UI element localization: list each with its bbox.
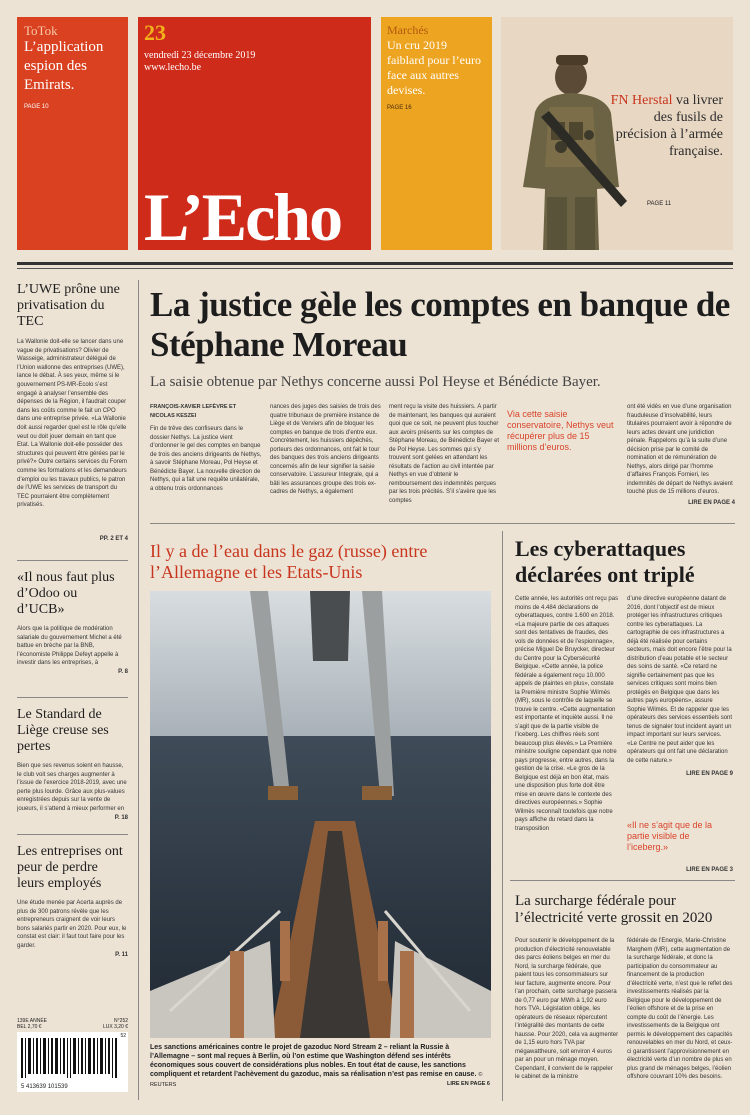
- teaser-fn-herstal-title-rest: va livrer des fusils de précision à l’armée française.: [615, 93, 723, 159]
- teaser-fn-herstal-title: [603, 92, 723, 160]
- issue-number: N°252: [114, 1018, 128, 1024]
- lead-byline: FRANÇOIS-XAVIER LEFÈVRE ET NICOLAS KESZEI: [150, 404, 237, 419]
- gas-caption: [150, 1043, 490, 1090]
- sidebar-divider: [17, 697, 128, 698]
- masthead-rule-thin: [17, 268, 733, 269]
- price-belgium: BEL 2,70 €: [17, 1024, 42, 1030]
- cyber-pull-quote: «Il ne s’agit que de la partie visible de l’iceberg.»: [627, 820, 713, 852]
- masthead-rule: [17, 262, 733, 265]
- cyber-see-page[interactable]: LIRE EN PAGE 9: [686, 771, 733, 777]
- teaser-marches-page: PAGE 16: [387, 105, 412, 111]
- section-divider: [150, 523, 735, 524]
- lead-deck: La saisie obtenue par Nethys concerne aussi Pol Heyse et Bénédicte Bayer.: [150, 374, 601, 390]
- column-divider: [138, 280, 139, 1100]
- column-divider: [502, 531, 503, 1101]
- year-label: 139E ANNÉE: [17, 1018, 48, 1024]
- sidebar-story-body: Bien que ses revenus soient en hausse, le club voit ses charges augmenter à l’issue de l’exercice 2018-2019, avec une perte plus lourde. Grâce aux plus-values enregistrées depuis sur la vente de joueurs, il s’attend à mieux performer en: [17, 763, 127, 812]
- sidebar-story-title: L’UWE prône une privatisation du TEC: [17, 282, 120, 329]
- barcode-number: 5 413639 101539: [21, 1084, 68, 1090]
- sidebar-story-page: P. 8: [118, 669, 128, 675]
- cyber-see-page-2[interactable]: LIRE EN PAGE 3: [686, 867, 733, 873]
- teaser-fn-herstal-page: PAGE 11: [647, 201, 672, 207]
- teaser-marches-kicker: Marchés: [387, 23, 429, 37]
- sidebar-story-page: P. 18: [114, 815, 128, 821]
- lead-col5-text: ont été vidés en vue d’une organisation frauduleuse d’insolvabilité, leurs titulaires pourraient avoir à répondre de leurs actes devant une juridiction pénale. Rappelons qu’à la suite d’une décision prise par le comité de nomination et de rémunération de Nethys, alors dirigé par l’homme d’affaires François Fornieri, les indemnités de départ de Nethys avaient touché plus de 15 millions d’euros.: [627, 404, 733, 495]
- date-text: vendredi 23 décembre 2019: [144, 50, 256, 61]
- lead-col3-text: ment reçu la visite des huissiers. À partir de maintenant, les banques qui auraient quoi que ce soit, ne peuvent plus toucher aux avoirs présents sur les comptes de Stéphane Moreau, de Bénédicte Bayer et de Pol Heyse. Les sommes qui s’y trouvent sont gelées en attendant les résultats de l’action au civil intentée par Nethys en vue d’obtenir le remboursement des indemnités perçues par les trois précités. S’il s’avère que les comptes: [389, 404, 500, 504]
- sidebar-divider: [17, 834, 128, 835]
- website-link[interactable]: www.lecho.be: [144, 62, 202, 73]
- lead-column-1: [150, 403, 262, 512]
- gas-caption-credit: © REUTERS: [150, 1072, 483, 1088]
- surcharge-col1-text: Pour soutenir le développement de la production d’électricité renouvelable des parcs éoliens belges en mer du Nord, la surcharge fédérale, que paient tous les consommateurs sur leur facture, augmente encore. Pour l’an prochain, cette surcharge passera de 0,77 euro par MWh à 1,92 euro hors TVA. Législation oblige, les opérateurs de réseaux répercutent l’intégralité des montants de cette hausse. Pour 2020, cela va augmenter de 1,15 euro hors TVA par mégawattheure, soit environ 4 euros par an pour un ménage moyen. Cependant, il convient de le rappeler le cabinet de la ministre: [515, 938, 619, 1080]
- barcode: [17, 1032, 128, 1092]
- teaser-totok-text: L’application espion des Emirats.: [24, 39, 104, 93]
- teaser-marches-text: Un cru 2019 faiblard pour l’euro face aux autres devises.: [387, 38, 481, 97]
- sidebar-story-page: PP. 2 ET 4: [99, 536, 128, 542]
- pipeline-ship-photo: [150, 591, 491, 1038]
- sidebar-story-uwe[interactable]: [17, 282, 128, 544]
- teaser-totok-kicker: ToTok: [24, 23, 58, 38]
- gas-headline[interactable]: Il y a de l’eau dans le gaz (russe) entre l’Allemagne et les Etats-Unis: [150, 541, 428, 582]
- sidebar-story-body: Alors que la politique de modération salariale du gouvernement Michel a été battue en brèche par la BNB, l’économiste Philippe Defeyt appelle à investir dans les entreprises, à: [17, 626, 122, 667]
- issue-suffix: 52: [120, 1033, 126, 1039]
- teaser-totok[interactable]: [17, 17, 128, 250]
- sidebar-story-entreprises[interactable]: [17, 844, 128, 960]
- sidebar-story-odoo[interactable]: [17, 570, 128, 677]
- teaser-fn-herstal[interactable]: [501, 17, 733, 250]
- cyber-col2-text: d’une directive européenne datant de 2016, dont l’objectif est de mieux protéger les infrastructures critiques contre les cyberattaques. La cartographie de ces infrastructures a déjà été réalisée pour certains secteurs, mais doit encore l’être pour la distribution d’eau potable et le secteur des soins de santé. «Ce retard ne signifie certainement pas que les services critiques sont moins bien protégés en Belgique que dans les autres pays européens», assure Sophie Wilmès. Et de rappeler que les opérateurs des services essentiels sont tenus de signaler tout incident ayant un impact important sur leurs services. «Le Centre ne peut aider que les opérateurs qui ont fait une déclaration de cette nature.»: [627, 596, 733, 764]
- lead-see-page[interactable]: LIRE EN PAGE 4: [688, 500, 735, 506]
- sidebar-story-title: «Il nous faut plus d’Odoo ou d’UCB»: [17, 570, 115, 617]
- sidebar-story-body: Une étude menée par Acerta auprès de plus de 300 patrons révèle que les entrepreneurs craignent de voir leurs bons salariés partir en 2020. Pour eux, le constat est clair: il faut tout faire pour les garder.: [17, 900, 127, 949]
- sidebar-story-title: Le Standard de Liège creuse ses pertes: [17, 707, 109, 754]
- sidebar-divider: [17, 560, 128, 561]
- lead-col1-text: Fin de trêve des confiseurs dans le dossier Nethys. La justice vient d’ordonner le gel des comptes en banque de trois des anciens dirigeants de Nethys, à savoir Stéphane Moreau, Pol Heyse et Bénédicte Bayer. La nouvelle direction de Nethys, qui a fait une requête unilatérale, a obtenu trois ordonnances: [150, 426, 262, 492]
- price-luxembourg: LUX 3,20 €: [102, 1024, 128, 1030]
- lead-headline[interactable]: La justice gèle les comptes en banque de Stéphane Moreau: [150, 285, 730, 364]
- gas-see-page[interactable]: LIRE EN PAGE 6: [447, 1081, 490, 1087]
- newspaper-logo: L’Echo: [144, 179, 342, 255]
- teaser-totok-page: PAGE 10: [24, 104, 49, 110]
- surcharge-col2-text: fédérale de l’Énergie, Marie-Christine Marghem (MR), cette augmentation de la surcharge fédérale, et donc la participation du consommateur au financement de la production d’électricité verte, n’est que le reflet des investissements réalisés par la Belgique pour le développement de l’éolien offshore et de la prise en compte du coût de l’énergie. Les investissements de la Belgique ont permis le développement des capacités renouvelables en mer du Nord, et ceux-ci garantissent l’approvisionnement en électricité verte d’un nombre de plus en plus grand de ménages belges, l’éolien offshore couvrant 10% des besoins.: [627, 938, 733, 1080]
- teaser-fn-herstal-title-red: FN Herstal: [610, 93, 673, 108]
- sidebar-story-standard[interactable]: [17, 707, 128, 823]
- gas-caption-text: Les sanctions américaines contre le projet de gazoduc Nord Stream 2 – reliant la Russie à l’Allemagne – sont mal reçues à Berlin, où l’on estime que Washington défend ses intérêts économiques sous couvert de considérations plus nobles. En tout état de cause, les sanctions compliquent et retardent l’achèvement du gazoduc, mais sa réalisation n’est pas remise en cause.: [150, 1044, 477, 1078]
- barcode-block: [17, 1018, 128, 1102]
- sidebar-story-body: La Wallonie doit-elle se lancer dans une vague de privatisations? Olivier de Wasseige, administrateur délégué de l’Union wallonne des entreprises (UWE), lance le débat. À ses yeux, même si le gouvernement PS-MR-Ecolo s’est engagé à analyser l’ensemble des dépenses de la Région, il faudrait couper dans les coûts comme le fait un CPO dans une entreprise privée. «La Wallonie doit aussi regarder quel est le rôle qu’elle veut ou doit jouer demain en tant que Etat. La Wallonie doit-elle posséder des structures qui peuvent être gérées par le privé?» Outre certains services du Forem comme les formations et les demandeurs d’emploi ou les travaux publics, le patron de l’UWE les services de transport du TEC pourraient être complètement privatisés.: [17, 339, 128, 509]
- surcharge-headline[interactable]: La surcharge fédérale pour l’électricité verte grossit en 2020: [515, 893, 713, 926]
- cyber-headline[interactable]: Les cyberattaques déclarées ont triplé: [515, 536, 695, 587]
- teaser-marches[interactable]: [381, 17, 492, 250]
- lead-col2-text: nances des juges des saisies de trois des quatre tribunaux de première instance de Liège et de Verviers afin de bloquer les comptes en banque de trois d’entre eux. Concrètement, les huissiers dépêchés, porteurs des ordonnances, ont fait le tour des banques des trois anciens dirigeants concernés afin de leur signifier la saisie conservatoire. L’assureur Integrale, qui a bâti les assurances groupe des trois ex-cadres de Nethys, a également: [270, 404, 381, 495]
- section-divider: [510, 880, 735, 881]
- pipeline-ship-image: [150, 591, 491, 1038]
- date-number: 23: [144, 20, 166, 45]
- cyber-col1-text: Cette année, les autorités ont reçu pas moins de 4.484 déclarations de cyberattaques, contre 1.600 en 2018. «La majeure partie de ces attaques sont des tentatives de fraudes, des vols de données et de l’espionnage», précise Miguel De Bruycker, directeur du Centre pour la Cybersécurité Belgique. «Cette année, la police fédérale a également reçu 10.000 appels de plaintes en plus», constate la Première ministre Sophie Wilmès (MR), sous le contrôle de laquelle se trouve le centre. «Cette augmentation est importante et inquiète aussi. Il ne s’agit que de la partie visible de l’iceberg. Les chiffres réels sont beaucoup plus élevés.» La Première ministre souligne cependant que notre pays progresse, entre autres, dans la gestion de la crise. «Le gros de la Belgique est déjà en bon état, mais une disposition plus forte doit être mise en œuvre dans le contexte des directives européennes.» Sophie Wilmès reconnaît toutefois que notre pays affiche du retard dans la transposition: [515, 596, 619, 832]
- lead-pull-quote: Via cette saisie conservatoire, Nethys veut récupérer plus de 15 millions d’euros.: [507, 409, 614, 452]
- masthead: [138, 17, 371, 255]
- sidebar-story-page: P. 11: [115, 952, 128, 958]
- barcode-icon: [17, 1032, 128, 1084]
- sidebar-story-title: Les entreprises ont peur de perdre leurs employés: [17, 844, 123, 891]
